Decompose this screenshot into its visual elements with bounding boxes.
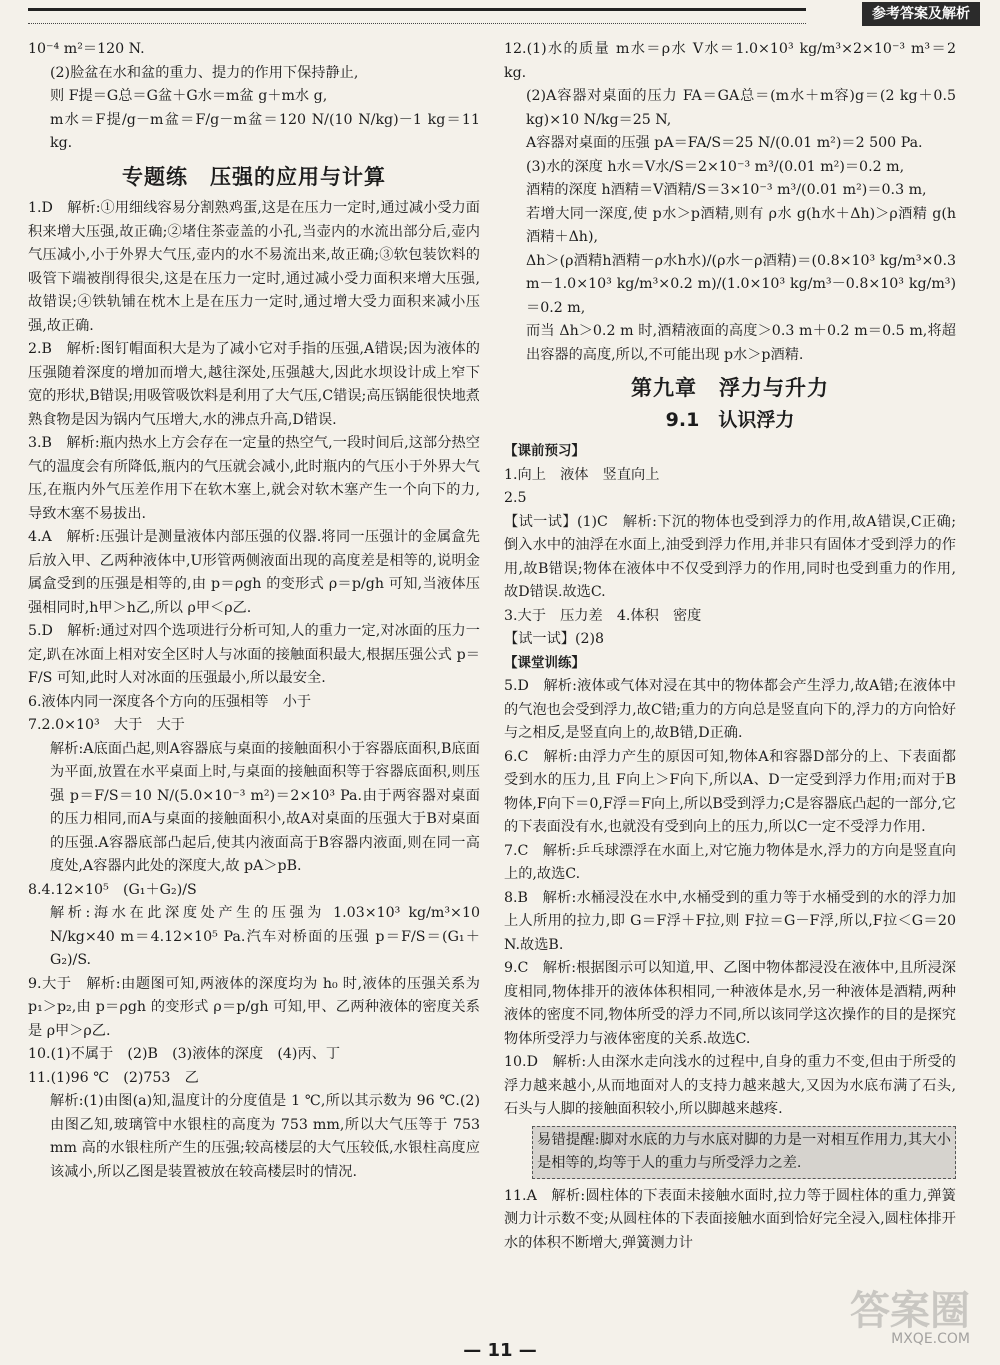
chapter-heading: 第九章 浮力与升力	[631, 376, 829, 400]
section-heading: 9.1 认识浮力	[665, 408, 795, 431]
answer-paragraph: 9.大于 解析:由题图可知,两液体的深度均为 h₀ 时,液体的压强关系为 p₁＞p₂,由 p＝ρgh 的变形式 ρ＝p/gh 可知,甲、乙两种液体的密度关系是 ρ甲＞ρ乙.	[28, 975, 480, 1039]
answer-paragraph: 【试一试】(2)8	[504, 631, 605, 647]
answer-paragraph: 2.5	[504, 490, 527, 506]
answer-paragraph: 10⁻⁴ m²＝120 N.	[28, 41, 145, 57]
answer-paragraph: 8.B 解析:水桶浸没在水中,水桶受到的重力等于水桶受到的水的浮力加上人所用的拉力,即 G＝F浮＋F拉,则 F拉＝G－F浮,所以,F拉＜G＝20 N.故选B.	[504, 889, 956, 953]
answer-paragraph: 6.C 解析:由浮力产生的原因可知,物体A和容器D部分的上、下表面都受到水的压力,且 F向上＞F向下,所以A、D一定受到浮力作用;而对于B物体,F向下＝0,F浮＝F向上,所以B受到浮力;C是容器底凸起的一部分,它的下表面没有水,也就没有受到向上的压力,所以C一定不受浮力作用.	[504, 748, 956, 835]
watermark-url: MXQE.COM	[891, 1331, 970, 1347]
page-number: — 11 —	[463, 1340, 537, 1361]
answer-paragraph: 12.(1)水的质量 m水＝ρ水 V水＝1.0×10³ kg/m³×2×10⁻³ m³＝2 kg.	[504, 41, 956, 81]
answer-paragraph: 5.D 解析:通过对四个选项进行分析可知,人的重力一定,对冰面的压力一定,趴在冰面上相对安全区时人与冰面的接触面积最大,根据压强公式 p＝F/S 可知,此时人对冰面的压强最小,所以最安全.	[28, 623, 480, 686]
answer-paragraph: A容器对桌面的压强 pA＝FA/S＝25 N/(0.01 m²)＝2 500 Pa.	[526, 135, 923, 151]
answer-paragraph: 解析:海水在此深度处产生的压强为 1.03×10³ kg/m³×10 N/kg×40 m＝4.12×10⁵ Pa.汽车对桥面的压强 p＝F/S＝(G₁＋G₂)/S.	[50, 905, 480, 968]
answer-paragraph: (2)A容器对桌面的压力 FA＝GA总＝(m水＋m容)g＝(2 kg＋0.5 kg)×10 N/kg＝25 N,	[526, 88, 956, 128]
answer-paragraph: (3)水的深度 h水＝V水/S＝2×10⁻³ m³/(0.01 m²)＝0.2 m,	[526, 158, 905, 175]
answer-paragraph: Δh＞(ρ酒精h酒精－ρ水h水)/(ρ水－ρ酒精)＝(0.8×10³ kg/m³×0.3 m－1.0×10³ kg/m³×0.2 m)/(1.0×10³ kg/m³－0.8×10³ kg/m³)＝0.2 m,	[526, 252, 956, 316]
answer-paragraph: m水＝F提/g－m盆＝F/g－m盆＝120 N/(10 N/kg)－1 kg＝11 kg.	[50, 111, 480, 151]
watermark-logo: 答案圈	[850, 1288, 970, 1334]
top-rule	[28, 8, 806, 24]
answer-paragraph: 酒精的深度 h酒精＝V酒精/S＝3×10⁻³ m³/(0.01 m²)＝0.3 m,	[526, 182, 927, 198]
section-tag: 【课前预习】	[504, 443, 585, 459]
answer-paragraph: 8.4.12×10⁵ (G₁＋G₂)/S	[28, 881, 197, 898]
answer-paragraph: 解析:A底面凸起,则A容器底与桌面的接触面积小于容器底面积,B底面为平面,放置在水平桌面上时,与桌面的接触面积等于容器底面积,则压强 p＝F/S＝10 N/(5.0×10⁻³ m²)＝2×10³ Pa.由于两容器对桌面的压力相同,而A与桌面的接触面积小,故A对桌面的压强大于B对桌面的压强.A容器底部凸起后,使其内液面高于B容器内液面,则在同一高度处,A容器内此处的深度大,故 pA＞pB.	[50, 740, 480, 874]
answer-paragraph: 【试一试】(1)C 解析:下沉的物体也受到浮力的作用,故A错误,C正确;倒入水中的油浮在水面上,油受到浮力作用,并非只有固体才受到浮力的作用,故B错误;物体在液体中不仅受到浮力的作用,同时也受到重力的作用,故D错误.故选C.	[504, 513, 956, 600]
chapter-heading: 专题练 压强的应用与计算	[122, 164, 386, 189]
answer-paragraph: 则 F提＝G总＝G盆＋G水＝m盆 g＋m水 g,	[50, 88, 328, 104]
section-header: 参考答案及解析	[862, 2, 980, 26]
answer-paragraph: 2.B 解析:图钉帽面积大是为了减小它对手指的压强,A错误;因为液体的压强随着深度的增加而增大,越往深处,压强越大,因此水坝设计成上窄下宽的形状,B错误;用吸管吸饮料是利用了大气压,C错误;高压锅能很快地煮熟食物是因为锅内气压增大,水的沸点升高,D错误.	[28, 341, 480, 428]
answer-paragraph: 10.(1)不属于 (2)B (3)液体的深度 (4)丙、丁	[28, 1046, 341, 1062]
answer-paragraph: 若增大同一深度,使 p水＞p酒精,则有 ρ水 g(h水＋Δh)＞ρ酒精 g(h酒精＋Δh),	[526, 205, 956, 245]
mistake-note: 易错提醒:脚对水底的力与水底对脚的力是一对相互作用力,其大小是相等的,均等于人的重力与所受浮力之差.	[532, 1126, 956, 1179]
answer-paragraph: 11.(1)96 ℃ (2)753 乙	[28, 1069, 199, 1086]
answer-paragraph: 5.D 解析:液体或气体对浸在其中的物体都会产生浮力,故A错;在液体中的气泡也会受到浮力,故C错;重力的方向总是竖直向下的,浮力的方向恰好与之相反,是竖直向上的,故B错,D正确.	[504, 678, 956, 741]
answer-paragraph: 3.大于 压力差 4.体积 密度	[504, 607, 702, 624]
answer-paragraph: 而当 Δh＞0.2 m 时,酒精液面的高度＞0.3 m＋0.2 m＝0.5 m,将超出容器的高度,所以,不可能出现 p水＞p酒精.	[526, 323, 956, 363]
section-tag: 【课堂训练】	[504, 654, 585, 671]
watermark	[850, 1288, 970, 1347]
answer-paragraph: 9.C 解析:根据图示可以知道,甲、乙图中物体都浸没在液体中,且所浸深度相同,物体排开的液体体积相同,一种液体是水,另一种液体是酒精,两种液体的密度不同,物体所受的浮力不同,所以该同学这次操作的目的是探究物体所受浮力与液体密度的关系.故选C.	[504, 960, 956, 1047]
answer-paragraph: 3.B 解析:瓶内热水上方会存在一定量的热空气,一段时间后,这部分热空气的温度会有所降低,瓶内的气压就会减小,此时瓶内的气压小于外界大气压,在瓶内外气压差作用下在软木塞上,就会对软木塞产生一个向下的力,导致木塞不易拔出.	[28, 435, 480, 522]
answer-paragraph: (2)脸盆在水和盆的重力、提力的作用下保持静止,	[50, 64, 359, 81]
answer-paragraph: 11.A 解析:圆柱体的下表面未接触水面时,拉力等于圆柱体的重力,弹簧测力计示数不变;从圆柱体的下表面接触水面到恰好完全浸入,圆柱体排开水的体积不断增大,弹簧测力计	[504, 1187, 956, 1251]
answer-paragraph: 解析:(1)由图(a)知,温度计的分度值是 1 ℃,所以其示数为 96 ℃.(2)由图乙知,玻璃管中水银柱的高度为 753 mm,所以大气压等于 753 mm 高的水银柱所产生的压强;较高楼层的大气压较低,水银柱高度应该减小,所以乙图是装置被放在较高楼层时的情况.	[50, 1093, 480, 1180]
answer-paragraph: 1.向上 液体 竖直向上	[504, 466, 660, 483]
answer-paragraph: 6.液体内同一深度各个方向的压强相等 小于	[28, 693, 312, 710]
answer-paragraph: 1.D 解析:①用细线容易分割熟鸡蛋,这是在压力一定时,通过减小受力面积来增大压强,故正确;②堵住茶壶盖的小孔,当壶内的水流出部分后,壶内气压减小,小于外界大气压,壶内的水不易流出来,故正确;③软包装饮料的吸管下端被削得很尖,这是在压力一定时,通过减小受力面积来增大压强,故错误;④铁轨铺在枕木上是在压力一定时,通过增大受力面积来减小压强,故正确.	[28, 200, 480, 334]
answer-paragraph: 10.D 解析:人由深水走向浅水的过程中,自身的重力不变,但由于所受的浮力越来越小,从而地面对人的支持力越来越大,又因为水底布满了石头,石头与人脚的接触面积较小,所以脚越来越疼.	[504, 1054, 956, 1117]
left-column	[28, 38, 480, 1184]
answer-paragraph: 7.C 解析:乒乓球漂浮在水面上,对它施力物体是水,浮力的方向是竖直向上的,故选C.	[504, 842, 956, 882]
answer-paragraph: 4.A 解析:压强计是测量液体内部压强的仪器.将同一压强计的金属盒先后放入甲、乙两种液体中,U形管两侧液面出现的高度差是相等的,说明金属盒受到的压强是相等的,由 p＝ρgh 的变形式 ρ＝p/gh 可知,当液体压强相同时,h甲＞h乙,所以 ρ甲＜ρ乙.	[28, 529, 480, 616]
right-column	[504, 38, 956, 1255]
answer-paragraph: 7.2.0×10³ 大于 大于	[28, 717, 185, 733]
